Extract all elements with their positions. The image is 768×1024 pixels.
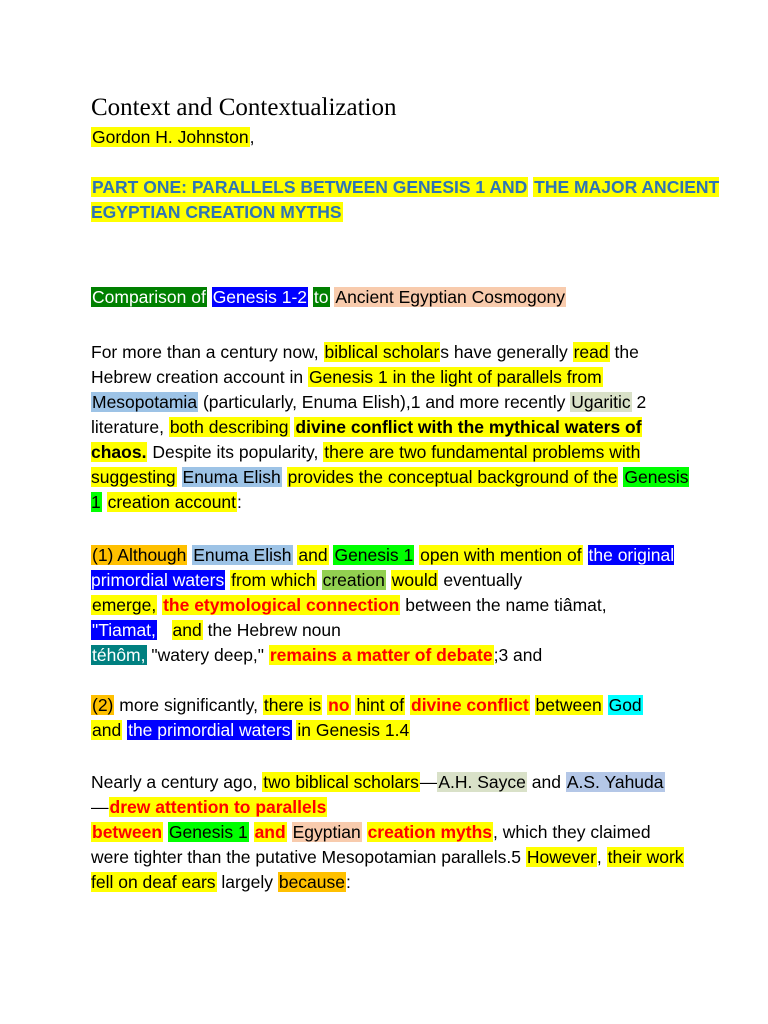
red-highlight-span: and xyxy=(254,822,286,842)
highlight-span: hint of xyxy=(356,695,405,715)
highlight-span: téhôm, xyxy=(92,645,146,665)
text-span: (particularly, Enuma Elish),1 and more recently xyxy=(202,392,566,412)
highlight-span: two biblical scholars xyxy=(263,772,419,792)
highlight-span: Genesis 1 xyxy=(168,822,248,842)
highlight-span: A.H. Sayce xyxy=(438,772,526,792)
text-span: the Hebrew creation account in xyxy=(91,342,639,387)
highlight-span: "Tiamat, xyxy=(92,620,156,640)
text-span: eventually xyxy=(443,570,523,590)
highlight-span: (1) Although xyxy=(92,545,187,565)
text-span: ;3 and xyxy=(493,645,543,665)
highlight-span: in Genesis 1.4 xyxy=(297,720,410,740)
text-span: and xyxy=(531,772,561,792)
red-highlight-span: no xyxy=(328,695,350,715)
red-highlight-span: remains a matter of debate xyxy=(269,645,493,665)
highlight-span: and xyxy=(298,545,328,565)
highlight-span: emerge, xyxy=(92,595,157,615)
text-span: Despite its popularity, xyxy=(152,442,319,462)
highlight-span: because xyxy=(278,872,346,892)
comparison-subheading xyxy=(91,286,566,308)
highlight-span: Enuma Elish xyxy=(182,467,281,487)
subheading-comparison-of: Comparison of xyxy=(92,287,206,307)
highlight-span: Enuma Elish xyxy=(193,545,292,565)
bold-highlight-span: divine conflict with the mythical waters of chaos. xyxy=(91,417,642,462)
text-span: s have generally xyxy=(440,342,568,362)
highlight-span: Genesis 1 xyxy=(91,467,689,512)
document-title: Context and Contextualization xyxy=(91,94,397,121)
highlight-span: there is xyxy=(263,695,322,715)
paragraph-sayce-yahuda xyxy=(91,770,691,895)
highlight-span: Genesis 1 in the light of parallels from xyxy=(308,367,602,387)
highlight-span: A.S. Yahuda xyxy=(566,772,664,792)
highlight-span: read xyxy=(573,342,609,362)
subheading-to: to xyxy=(313,287,329,307)
text-span: , which they claimed were tighter than the putative Mesopotamian parallels.5 xyxy=(91,822,651,867)
highlight-span: However xyxy=(526,847,596,867)
highlight-span: the original primordial waters xyxy=(91,545,675,590)
highlight-span: both describing xyxy=(169,417,289,437)
highlight-span: there are two fundamental problems with suggesting xyxy=(91,442,641,487)
highlight-span: Genesis 1 xyxy=(334,545,414,565)
text-span: largely xyxy=(221,872,273,892)
part-heading xyxy=(91,175,768,225)
highlight-span: Egyptian xyxy=(292,822,361,842)
highlight-span: from which xyxy=(231,570,316,590)
text-span: — xyxy=(419,772,438,792)
red-highlight-span: creation myths xyxy=(367,822,493,842)
highlight-span: and xyxy=(172,620,202,640)
highlight-span: would xyxy=(391,570,438,590)
highlight-span: creation xyxy=(322,570,385,590)
author-line xyxy=(91,126,255,148)
highlight-span: their work fell on deaf ears xyxy=(91,847,684,892)
highlight-span: and xyxy=(92,720,122,740)
paragraph-point-two xyxy=(91,693,691,743)
text-span: the Hebrew noun xyxy=(207,620,341,640)
highlight-span: (2) xyxy=(92,695,114,715)
part-heading-part-b: THE MAJOR ANCIENT EGYPTIAN CREATION MYTHS xyxy=(91,177,720,222)
highlight-span: open with mention of xyxy=(420,545,582,565)
highlight-span: the primordial waters xyxy=(128,720,291,740)
author-name: Gordon H. Johnston xyxy=(92,127,249,147)
highlight-span: God xyxy=(608,695,642,715)
highlight-span: between xyxy=(535,695,602,715)
text-span: , xyxy=(596,847,602,867)
highlight-span: creation account xyxy=(107,492,237,512)
red-highlight-span: drew attention to parallels xyxy=(109,797,327,817)
highlight-span: provides the conceptual background of the xyxy=(287,467,618,487)
paragraph-point-one xyxy=(91,543,691,668)
author-suffix: , xyxy=(249,127,255,147)
red-highlight-span: divine conflict xyxy=(411,695,529,715)
paragraph-intro xyxy=(91,340,691,515)
highlight-span: Ugaritic xyxy=(571,392,631,412)
text-span: "watery deep," xyxy=(151,645,264,665)
text-span: For more than a century now, xyxy=(91,342,319,362)
subheading-genesis: Genesis 1-2 xyxy=(212,287,308,307)
subheading-egyptian-cosmogony: Ancient Egyptian Cosmogony xyxy=(335,287,565,307)
text-span: between xyxy=(405,595,472,615)
text-span: — xyxy=(91,797,109,817)
text-span: : xyxy=(237,492,242,512)
text-span: more significantly, xyxy=(119,695,259,715)
text-span: 2 literature, xyxy=(91,392,647,437)
highlight-span: biblical scholar xyxy=(324,342,440,362)
red-highlight-span: between xyxy=(92,822,163,842)
part-heading-part-a: PART ONE: PARALLELS BETWEEN GENESIS 1 AND xyxy=(92,177,528,197)
text-span: the name tiâmat, xyxy=(476,595,607,615)
red-highlight-span: the etymological connection xyxy=(163,595,400,615)
text-span: Nearly a century ago, xyxy=(91,772,258,792)
highlight-span: Mesopotamia xyxy=(92,392,198,412)
text-span: : xyxy=(346,872,351,892)
